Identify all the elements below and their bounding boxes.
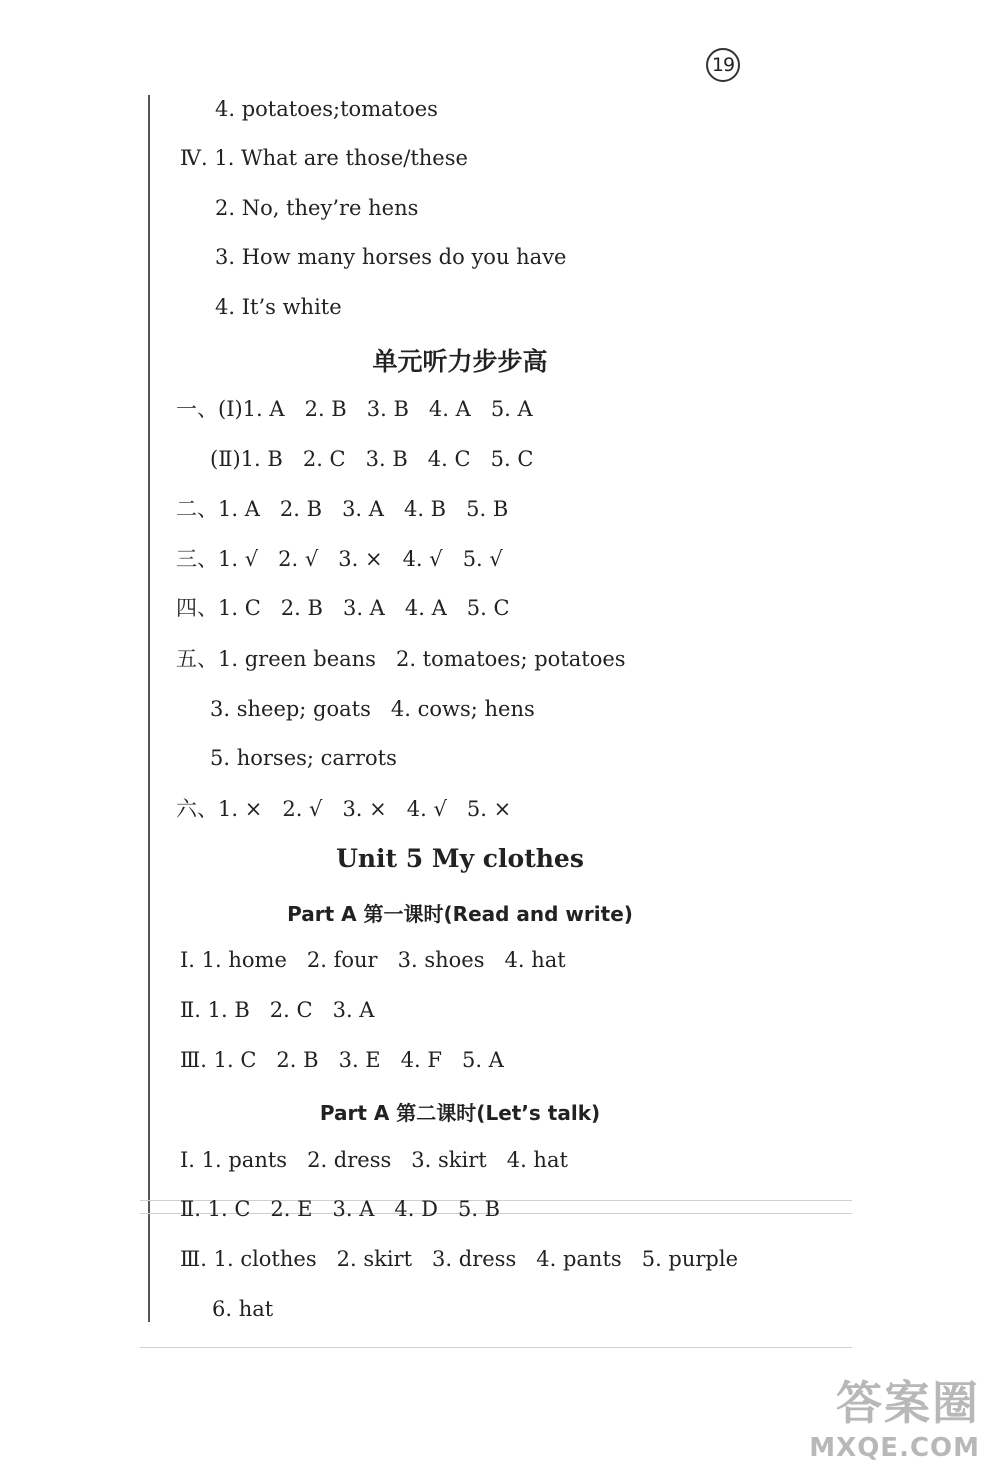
answer-line: 4. It’s white — [215, 295, 342, 319]
answer-line: 六、1. × 2. √ 3. × 4. √ 5. × — [176, 797, 512, 821]
answer-line: 一、(Ⅰ)1. A 2. B 3. B 4. A 5. A — [176, 397, 533, 421]
watermark-url: MXQE.COM — [809, 1433, 980, 1463]
answer-line: Ⅲ. 1. C 2. B 3. E 4. F 5. A — [180, 1048, 504, 1072]
lesson-heading: Part A 第二课时(Let’s talk) — [319, 1101, 601, 1125]
watermark — [809, 1367, 980, 1463]
margin-rule — [148, 95, 150, 1322]
answer-line: 三、1. √ 2. √ 3. × 4. √ 5. √ — [176, 547, 503, 571]
answer-line: Ⅲ. 1. clothes 2. skirt 3. dress 4. pants 5. purple — [180, 1247, 739, 1271]
page-number: 19 — [706, 48, 740, 82]
answer-line: Ⅳ. 1. What are those/these — [180, 146, 468, 170]
answer-line: Ⅰ. 1. home 2. four 3. shoes 4. hat — [180, 948, 566, 972]
answer-line: Ⅱ. 1. C 2. E 3. A 4. D 5. B — [180, 1197, 501, 1221]
answer-line: 四、1. C 2. B 3. A 4. A 5. C — [176, 596, 510, 620]
answer-line: Ⅰ. 1. pants 2. dress 3. skirt 4. hat — [180, 1148, 568, 1172]
answer-line: 3. sheep; goats 4. cows; hens — [210, 697, 535, 721]
lesson-heading: Part A 第一课时(Read and write) — [287, 902, 633, 926]
answer-line: 5. horses; carrots — [210, 746, 397, 770]
answer-line: 2. No, they’re hens — [215, 196, 419, 220]
answer-line: 五、1. green beans 2. tomatoes; potatoes — [176, 647, 626, 671]
answer-line: 6. hat — [212, 1297, 274, 1321]
unit-heading: Unit 5 My clothes — [336, 844, 584, 873]
watermark-logo: 答案圈 — [836, 1376, 980, 1430]
section-heading: 单元听力步步高 — [372, 347, 548, 376]
answer-line: 二、1. A 2. B 3. A 4. B 5. B — [176, 497, 509, 521]
answer-line: Ⅱ. 1. B 2. C 3. A — [180, 998, 375, 1022]
answer-line: 3. How many horses do you have — [215, 245, 567, 269]
answer-line: 4. potatoes;tomatoes — [215, 97, 438, 121]
divider — [140, 1347, 852, 1348]
answer-line: (Ⅱ)1. B 2. C 3. B 4. C 5. C — [210, 447, 534, 471]
